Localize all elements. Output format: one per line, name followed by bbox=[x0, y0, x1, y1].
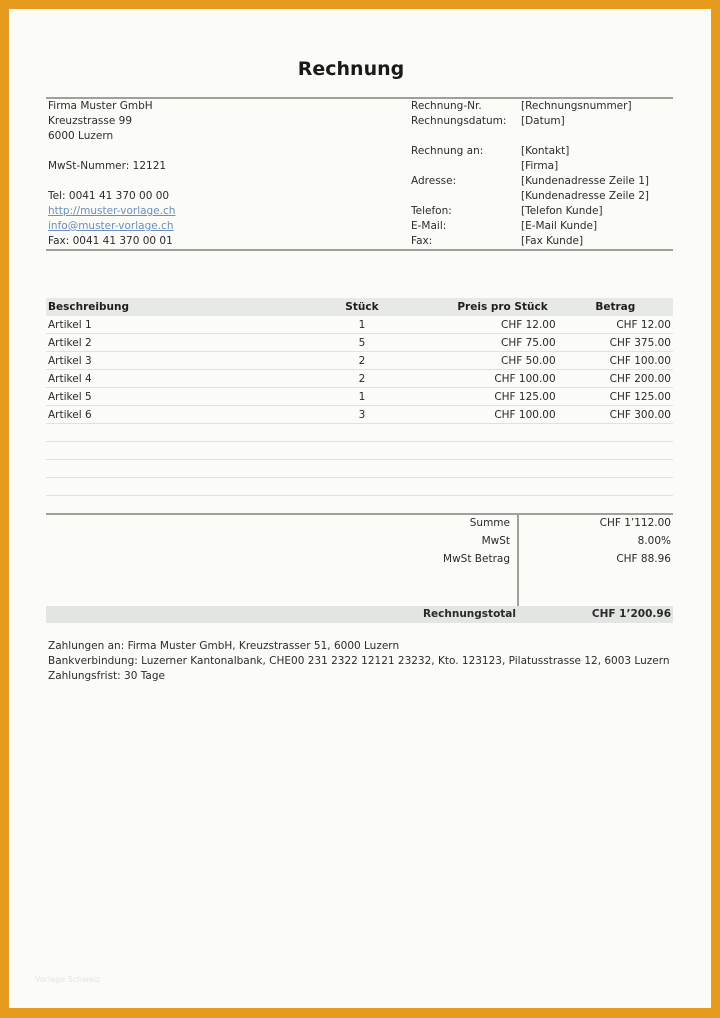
page-title: Rechnung bbox=[297, 58, 405, 80]
vat-amount-value: CHF 88.96 bbox=[616, 553, 671, 565]
total-label: Rechnungstotal bbox=[422, 608, 516, 620]
sender-street: Kreuzstrasse 99 bbox=[48, 115, 133, 127]
invoice-email-value: [E-Mail Kunde] bbox=[521, 220, 598, 232]
table-row-empty bbox=[46, 496, 673, 514]
invoice-firm-value: [Firma] bbox=[521, 160, 559, 172]
row-amount: CHF 100.00 bbox=[558, 352, 673, 370]
sum-value: CHF 1’112.00 bbox=[599, 517, 671, 529]
row-amount: CHF 300.00 bbox=[558, 406, 673, 424]
row-description: Artikel 5 bbox=[46, 388, 277, 406]
row-unit-price: CHF 75.00 bbox=[447, 334, 557, 352]
header-unit-price: Preis pro Stück bbox=[447, 298, 557, 316]
table-row bbox=[46, 352, 673, 370]
row-amount: CHF 375.00 bbox=[558, 334, 673, 352]
sender-block bbox=[48, 99, 175, 249]
row-amount: CHF 200.00 bbox=[558, 370, 673, 388]
table-row-empty bbox=[46, 424, 673, 442]
invoice-address-label: Adresse: bbox=[411, 175, 457, 187]
row-quantity: 2 bbox=[277, 352, 448, 370]
total-value: CHF 1’200.96 bbox=[591, 608, 671, 620]
table-header-row bbox=[46, 298, 673, 316]
row-unit-price: CHF 100.00 bbox=[447, 406, 557, 424]
vat-amount-label: MwSt Betrag bbox=[443, 553, 510, 565]
row-unit-price: CHF 100.00 bbox=[447, 370, 557, 388]
payment-info bbox=[48, 639, 670, 684]
invoice-address1-value: [Kundenadresse Zeile 1] bbox=[521, 175, 649, 187]
invoice-to-value: [Kontakt] bbox=[521, 145, 570, 157]
row-quantity: 1 bbox=[277, 388, 448, 406]
row-unit-price: CHF 50.00 bbox=[447, 352, 557, 370]
bank-details: Bankverbindung: Luzerner Kantonalbank, CHE00 231 2322 12121 23232, Kto. 123123, Pilatusstrasse 12, 6003 Luzern bbox=[48, 655, 670, 667]
payment-term: Zahlungsfrist: 30 Tage bbox=[48, 670, 165, 682]
table-row bbox=[46, 370, 673, 388]
row-description: Artikel 4 bbox=[46, 370, 277, 388]
table-row-empty bbox=[46, 478, 673, 496]
table-row-empty bbox=[46, 460, 673, 478]
table-row bbox=[46, 406, 673, 424]
invoice-no-value: [Rechnungsnummer] bbox=[521, 100, 632, 112]
invoice-to-label: Rechnung an: bbox=[411, 145, 484, 157]
sender-vat: MwSt-Nummer: 12121 bbox=[48, 160, 167, 172]
table-row-empty bbox=[46, 442, 673, 460]
row-description: Artikel 6 bbox=[46, 406, 277, 424]
sum-label: Summe bbox=[469, 517, 510, 529]
header-amount: Betrag bbox=[558, 298, 673, 316]
vat-label: MwSt bbox=[481, 535, 510, 547]
invoice-meta-labels bbox=[411, 99, 506, 249]
row-quantity: 3 bbox=[277, 406, 448, 424]
invoice-fax-label: Fax: bbox=[411, 235, 433, 247]
sender-city: 6000 Luzern bbox=[48, 130, 114, 142]
items-table bbox=[46, 298, 673, 514]
invoice-address2-value: [Kundenadresse Zeile 2] bbox=[521, 190, 649, 202]
table-row bbox=[46, 388, 673, 406]
row-quantity: 1 bbox=[277, 316, 448, 334]
row-description: Artikel 3 bbox=[46, 352, 277, 370]
sender-web-link[interactable]: http://muster-vorlage.ch bbox=[48, 205, 176, 217]
header-quantity: Stück bbox=[277, 298, 448, 316]
invoice-phone-value: [Telefon Kunde] bbox=[521, 205, 603, 217]
row-amount: CHF 125.00 bbox=[558, 388, 673, 406]
row-description: Artikel 1 bbox=[46, 316, 277, 334]
sender-company: Firma Muster GmbH bbox=[48, 100, 153, 112]
invoice-date-label: Rechnungsdatum: bbox=[411, 115, 507, 127]
vat-value: 8.00% bbox=[637, 535, 671, 547]
watermark: Vorlage Schweiz bbox=[35, 975, 101, 984]
row-description: Artikel 2 bbox=[46, 334, 277, 352]
total-bar bbox=[46, 606, 673, 623]
invoice-meta-values bbox=[521, 99, 649, 249]
invoice-no-label: Rechnung-Nr. bbox=[411, 100, 482, 112]
invoice-fax-value: [Fax Kunde] bbox=[521, 235, 584, 247]
header-description: Beschreibung bbox=[46, 298, 277, 316]
invoice-date-value: [Datum] bbox=[521, 115, 565, 127]
sender-tel: Tel: 0041 41 370 00 00 bbox=[48, 190, 170, 202]
sender-fax: Fax: 0041 41 370 00 01 bbox=[48, 235, 173, 247]
summary-top-rule bbox=[46, 513, 673, 515]
header-bottom-rule bbox=[46, 249, 673, 251]
payment-to: Zahlungen an: Firma Muster GmbH, Kreuzstrasser 51, 6000 Luzern bbox=[48, 640, 400, 652]
sender-email-link[interactable]: info@muster-vorlage.ch bbox=[48, 220, 174, 232]
row-unit-price: CHF 125.00 bbox=[447, 388, 557, 406]
invoice-phone-label: Telefon: bbox=[411, 205, 452, 217]
row-quantity: 2 bbox=[277, 370, 448, 388]
row-amount: CHF 12.00 bbox=[558, 316, 673, 334]
row-unit-price: CHF 12.00 bbox=[447, 316, 557, 334]
table-row bbox=[46, 334, 673, 352]
row-quantity: 5 bbox=[277, 334, 448, 352]
invoice-email-label: E-Mail: bbox=[411, 220, 447, 232]
table-row bbox=[46, 316, 673, 334]
